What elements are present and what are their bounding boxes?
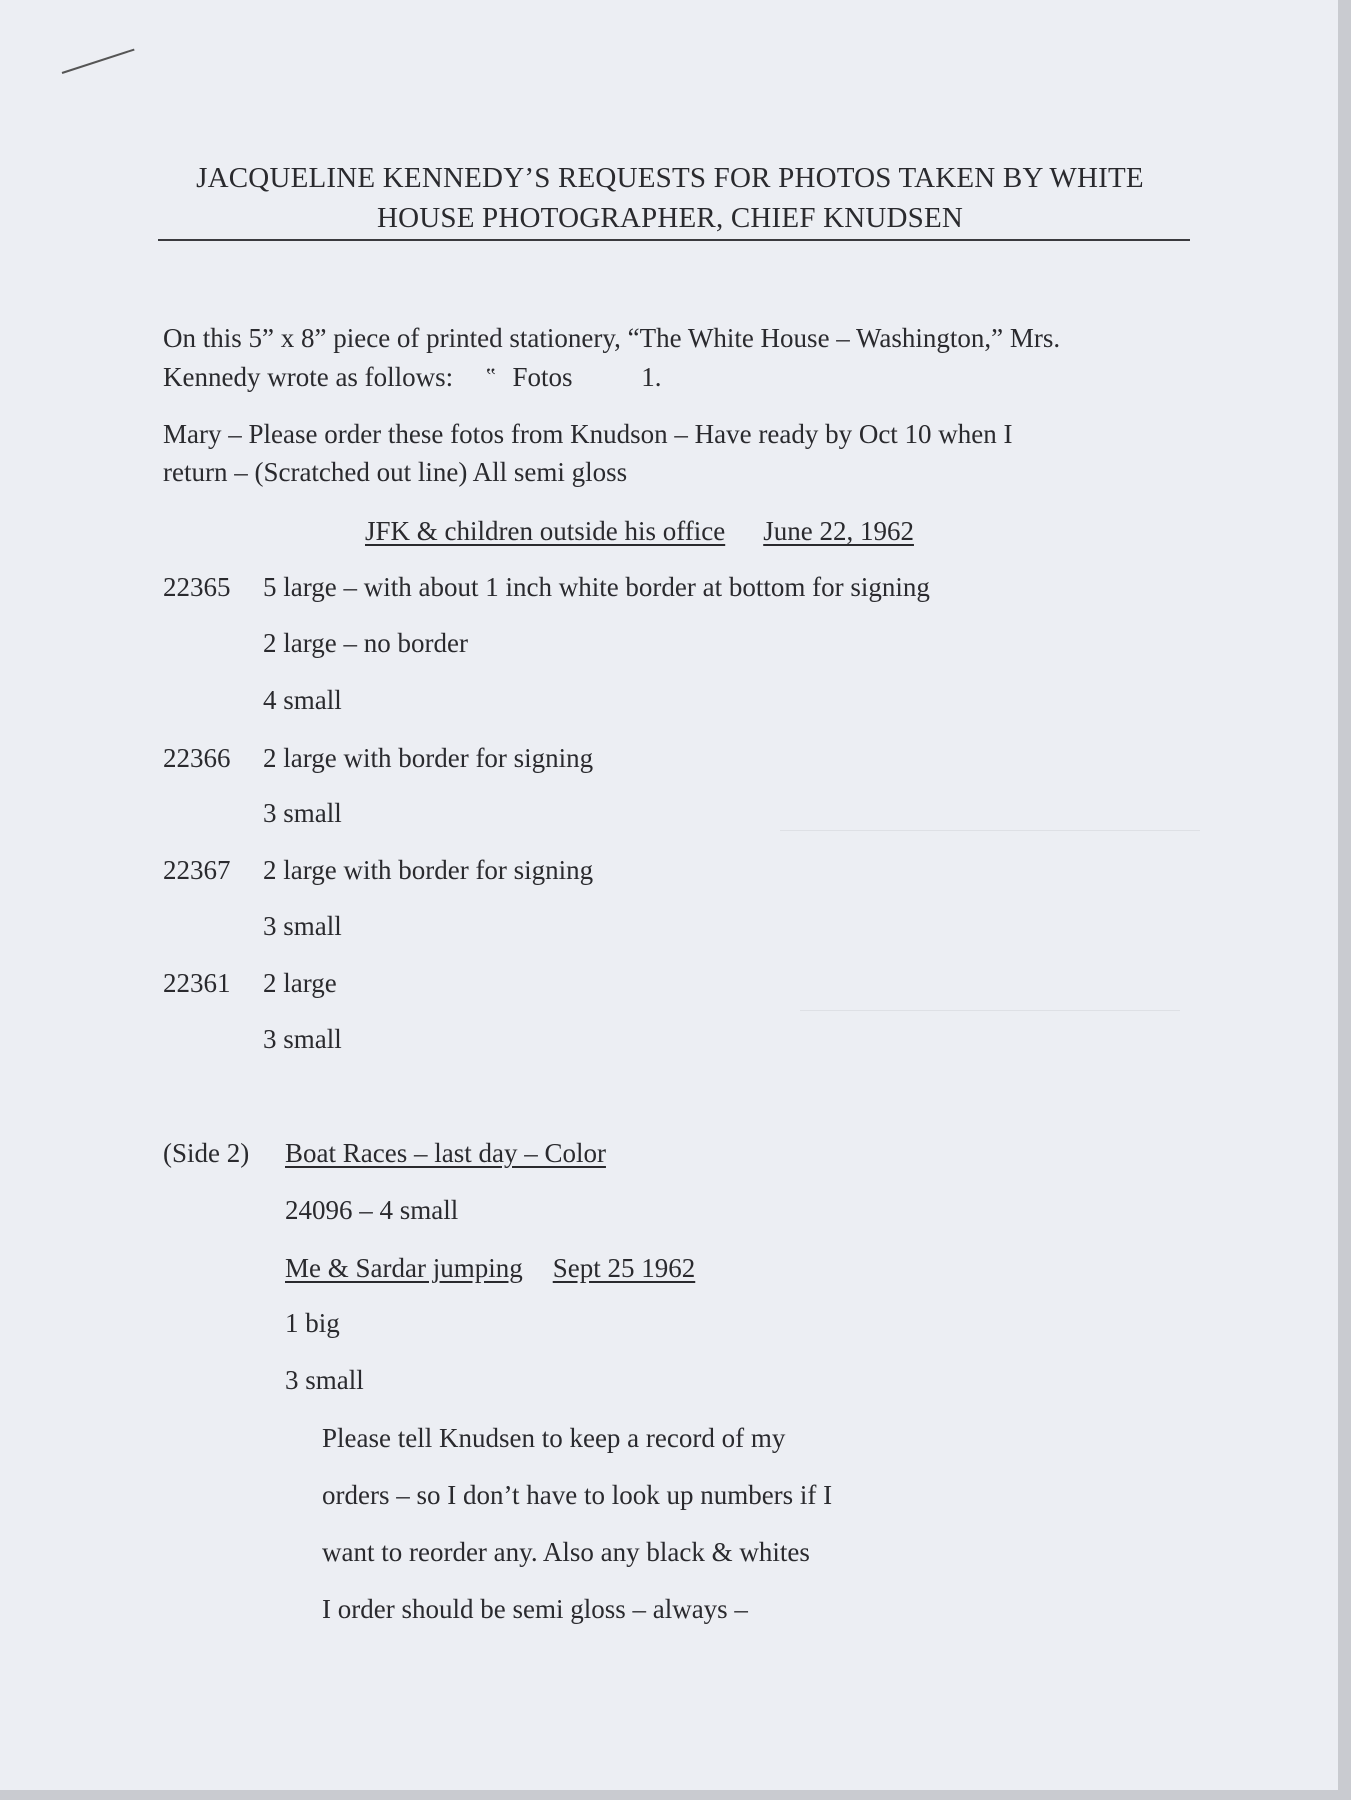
order-number: 22361 [163, 968, 231, 998]
intro-line-2 [163, 359, 661, 394]
order-line: 2 large with border for signing [263, 743, 594, 773]
order-line: 3 small [263, 798, 342, 828]
side2-line: 1 big [285, 1308, 340, 1338]
order-line: 3 small [263, 1024, 342, 1054]
intro-line-1: On this 5” x 8” piece of printed stationery, “The White House – Washington,” Mrs. [163, 323, 1061, 353]
order-line: 5 large – with about 1 inch white border at bottom for signing [263, 572, 930, 602]
order-line: 3 small [263, 911, 342, 941]
side2-subheading [285, 1251, 695, 1285]
side2-heading: Boat Races – last day – Color [285, 1138, 606, 1168]
side2-item: 24096 – 4 small [285, 1195, 459, 1225]
order-line: 4 small [263, 685, 342, 715]
quote-mark: ‟ [485, 363, 496, 388]
order-number: 22365 [163, 572, 231, 602]
note-line: want to reorder any. Also any black & whites [322, 1537, 810, 1567]
side2-subheading-text: Me & Sardar jumping [285, 1253, 523, 1283]
fotos-label: Fotos [512, 362, 573, 392]
section-heading-text: JFK & children outside his office [365, 516, 726, 546]
section-heading [365, 514, 914, 548]
show-through-signature-line [800, 1010, 1180, 1011]
order-number: 22367 [163, 855, 231, 885]
title-underline [158, 239, 1190, 241]
title-line-1: JACQUELINE KENNEDY’S REQUESTS FOR PHOTOS TAKEN BY WHITE [196, 162, 1144, 194]
instruction-line-1: Mary – Please order these fotos from Knudson – Have ready by Oct 10 when I [163, 419, 1013, 449]
note-line: I order should be semi gloss – always – [322, 1594, 748, 1624]
intro-prefix: Kennedy wrote as follows: [163, 362, 454, 392]
side2-line: 3 small [285, 1365, 364, 1395]
document-title [140, 158, 1200, 238]
order-line: 2 large – no border [263, 628, 468, 658]
order-line: 2 large with border for signing [263, 855, 594, 885]
side2-subheading-date: Sept 25 1962 [552, 1253, 696, 1283]
order-number: 22366 [163, 743, 231, 773]
order-line: 2 large [263, 968, 337, 998]
page-number: 1. [641, 362, 662, 392]
note-line: Please tell Knudsen to keep a record of my [322, 1423, 786, 1453]
show-through-signature-line [780, 830, 1200, 831]
title-line-2: HOUSE PHOTOGRAPHER, CHIEF KNUDSEN [376, 202, 964, 234]
section-heading-date: June 22, 1962 [763, 516, 914, 546]
instruction-line-2: return – (Scratched out line) All semi gloss [163, 457, 628, 487]
pen-mark [62, 49, 135, 74]
note-line: orders – so I don’t have to look up numbers if I [322, 1480, 833, 1510]
side-label: (Side 2) [163, 1138, 250, 1168]
